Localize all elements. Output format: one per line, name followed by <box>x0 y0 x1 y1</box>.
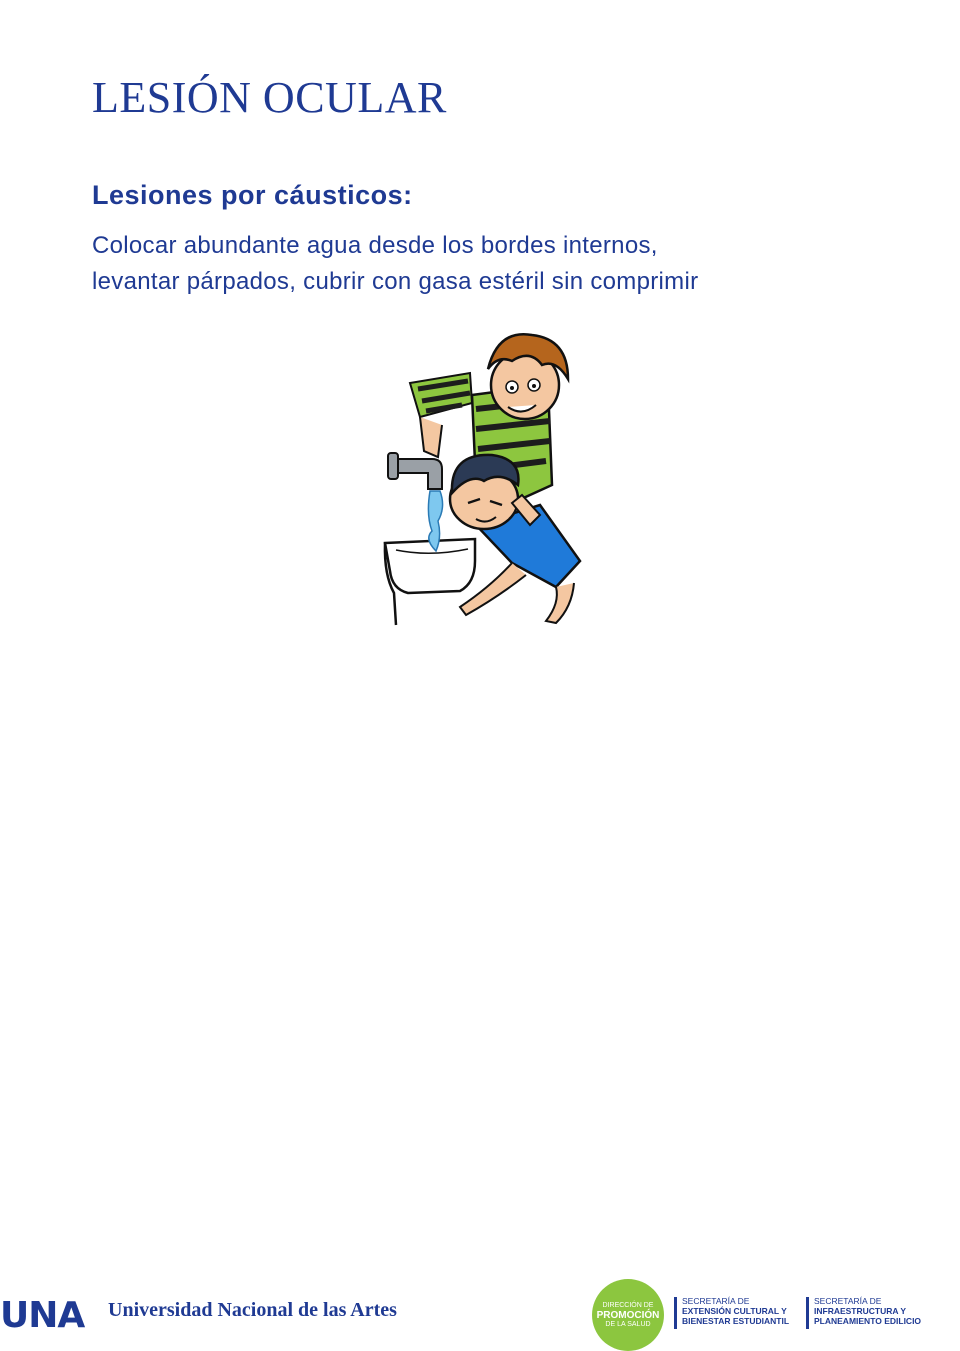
una-logo: UNA <box>0 1295 85 1336</box>
sec1-line-1: SECRETARÍA DE <box>682 1296 750 1306</box>
secretariat-divider-1 <box>674 1297 677 1329</box>
slide-subtitle: Lesiones por cáusticos: <box>92 180 413 210</box>
faucet-icon <box>388 453 442 489</box>
sec1-line-2: EXTENSIÓN CULTURAL Y <box>682 1306 787 1316</box>
slide-title: LESIÓN OCULAR <box>92 73 447 122</box>
footer <box>0 640 960 1336</box>
sec2-line-1: SECRETARÍA DE <box>814 1296 882 1306</box>
university-name: Universidad Nacional de las Artes <box>108 1299 397 1321</box>
slide-body <box>92 228 912 300</box>
eye-wash-illustration <box>380 325 600 630</box>
health-promotion-logo <box>592 1279 664 1351</box>
secretariat-infrastructure <box>814 1296 921 1326</box>
sec2-line-2: INFRAESTRUCTURA Y <box>814 1306 907 1316</box>
promo-line-1: DIRECCIÓN DE <box>602 1301 654 1309</box>
sec2-line-3: PLANEAMIENTO EDILICIO <box>814 1316 922 1326</box>
secretariat-divider-2 <box>806 1297 809 1329</box>
sink-icon <box>385 539 475 625</box>
promo-line-2: PROMOCIÓN <box>596 1309 660 1321</box>
body-line-2: levantar párpados, cubrir con gasa estéril sin comprimir <box>92 268 699 295</box>
body-line-1: Colocar abundante agua desde los bordes internos, <box>92 232 658 259</box>
promo-line-3: DE LA SALUD <box>605 1320 651 1328</box>
secretariat-extension <box>682 1296 789 1326</box>
sec1-line-3: BIENESTAR ESTUDIANTIL <box>682 1316 790 1326</box>
